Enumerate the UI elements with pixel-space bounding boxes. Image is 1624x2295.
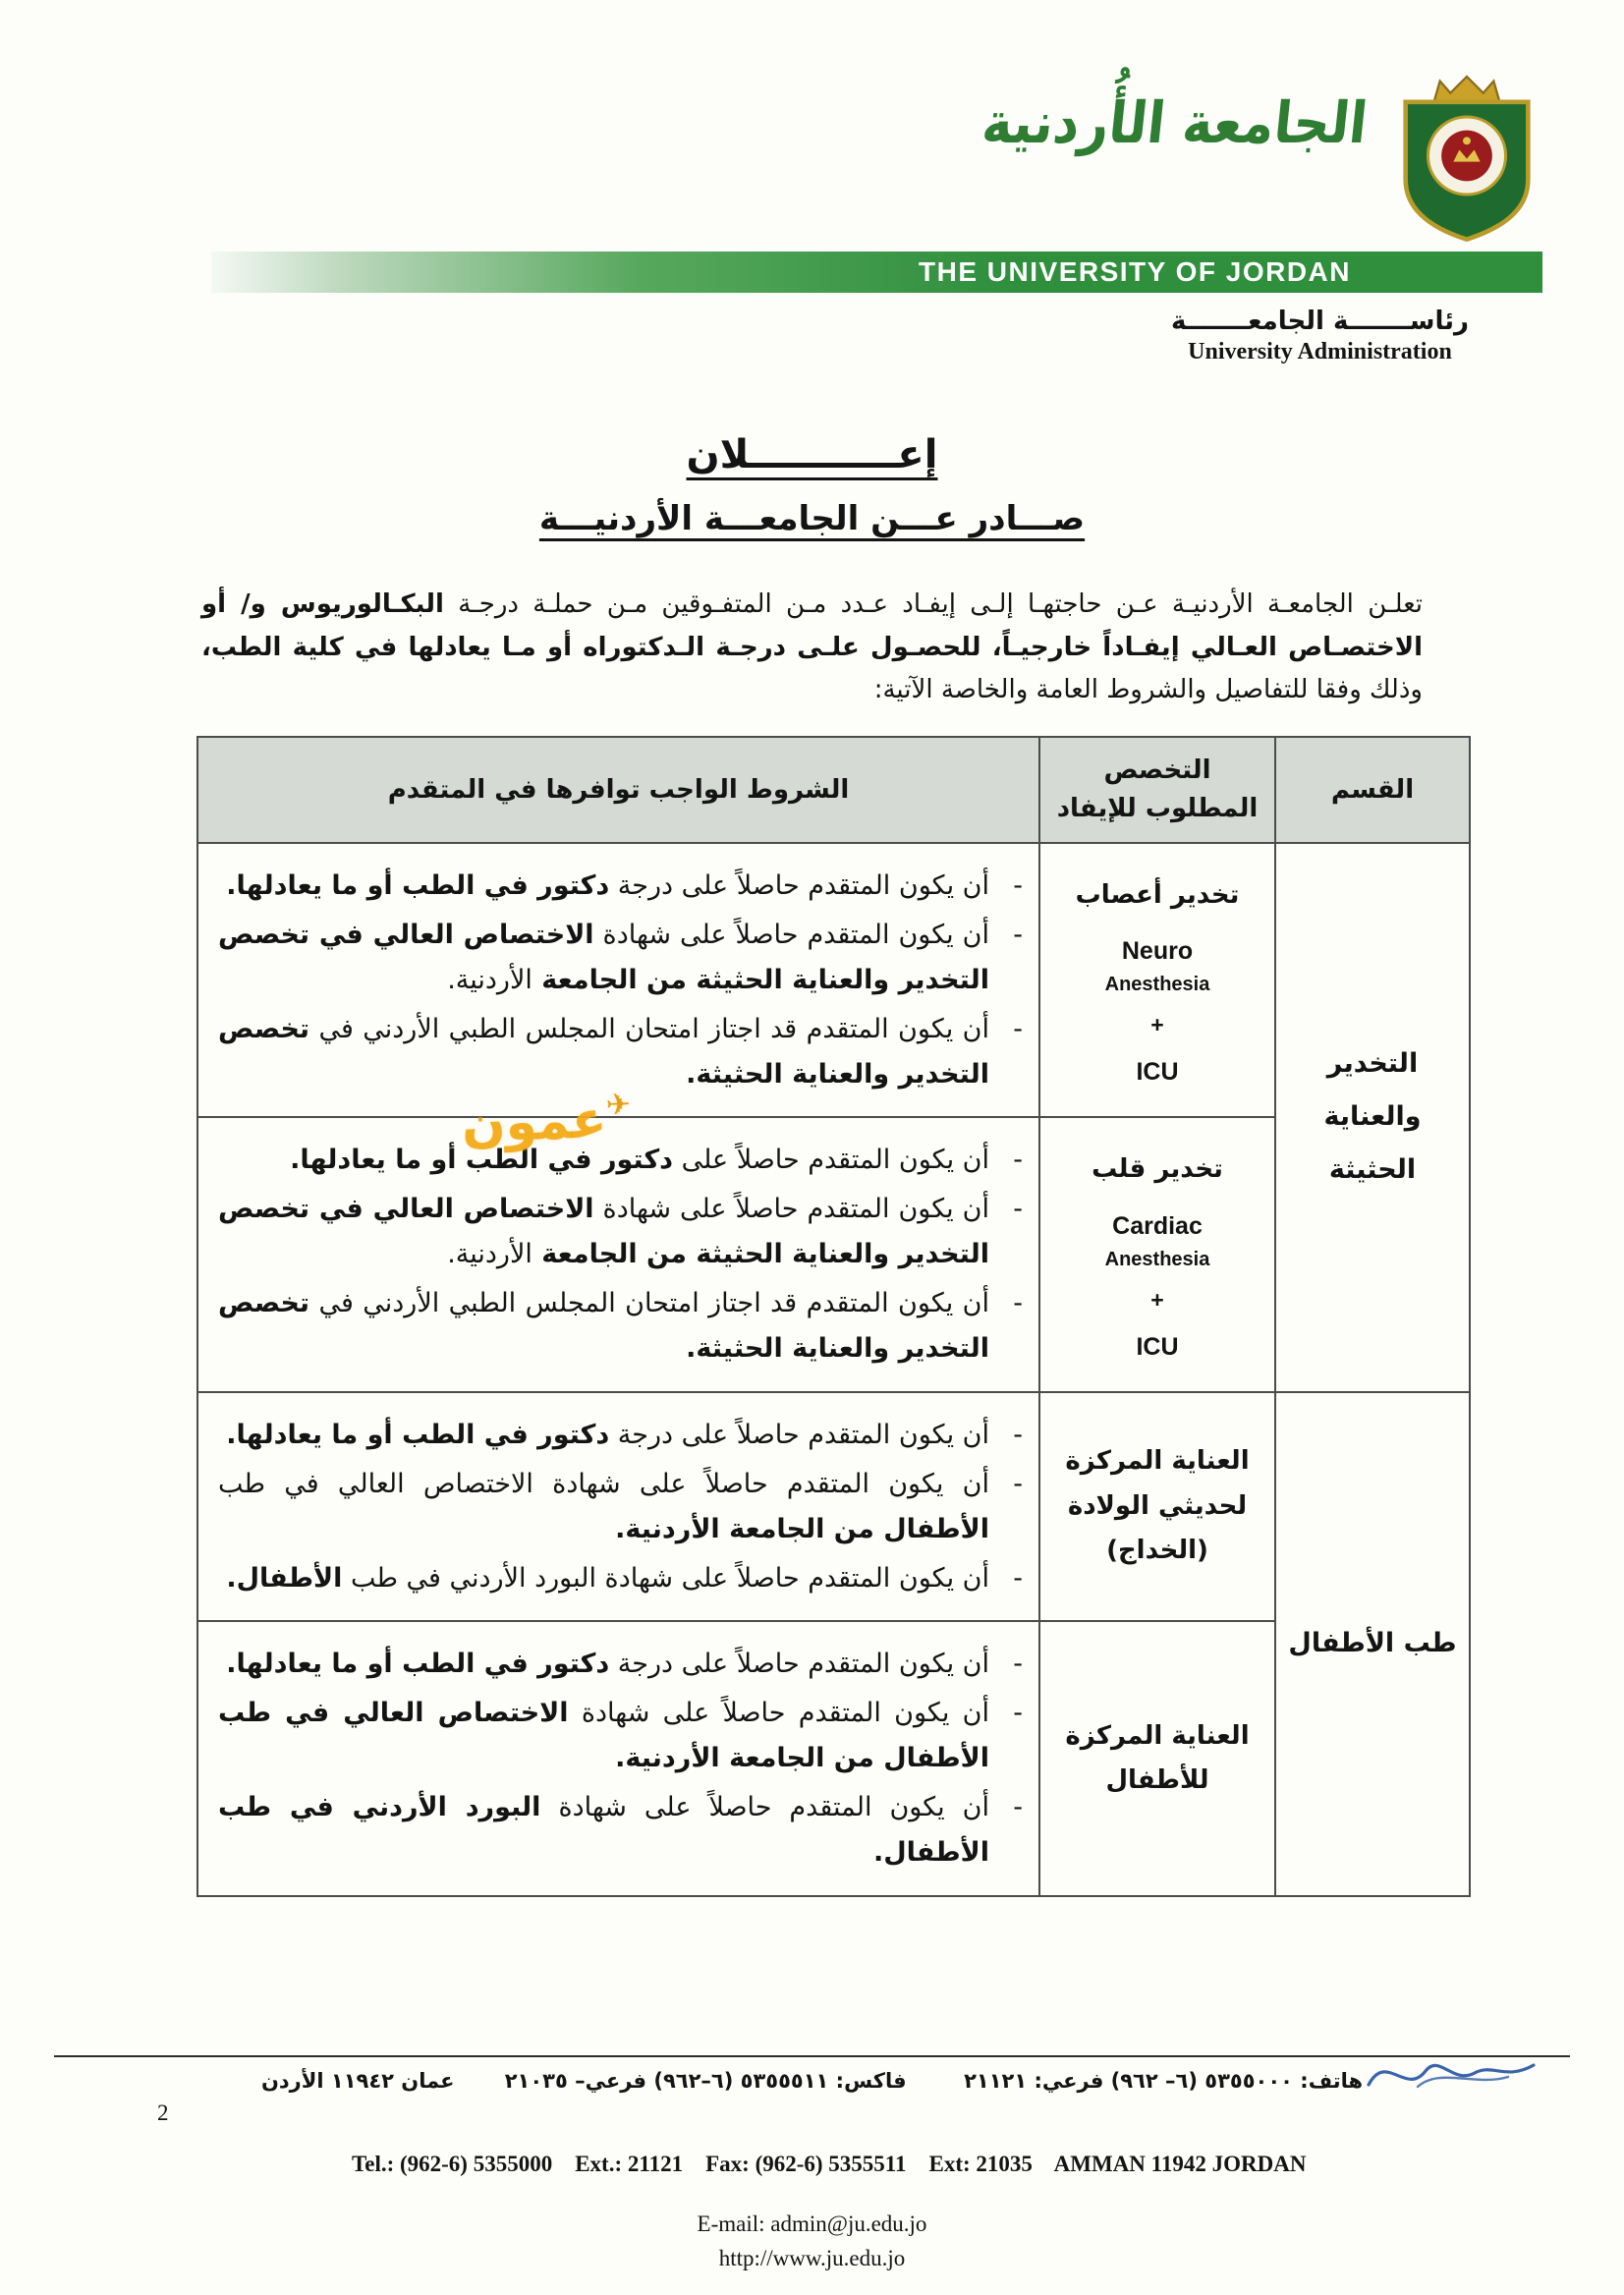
specialization-cell [1039,1621,1275,1895]
condition-text: أن يكون المتقدم حاصلاً على درجة دكتور في الطب أو ما يعادلها. [226,870,989,902]
header-department: القسم [1275,737,1470,843]
dash-marker: - [1013,1013,1023,1044]
condition-item [218,1281,1023,1371]
condition-text: أن يكون المتقدم قد اجتاز امتحان المجلس الطبي الأردني في تخصص التخدير والعناية الحثيثة. [218,1288,989,1365]
department-cell [1275,843,1470,1392]
specialization-arabic-line: العناية المركزة [1065,1720,1250,1751]
specialization-arabic-line: (الخداج) [1106,1536,1208,1566]
conditions-cell [197,843,1039,1117]
announcement-subtitle: صـــادر عـــن الجامعـــة الأردنيـــة [538,499,1086,538]
specialization-arabic-line: العناية المركزة [1065,1446,1250,1477]
condition-item [218,1187,1023,1277]
specialization-english-line: ICU [1136,1332,1179,1361]
condition-text: أن يكون المتقدم حاصلاً على شهادة الاختصاص العالي في طب الأطفال من الجامعة الأردنية. [218,1698,989,1774]
footer-website: http://www.ju.edu.jo [718,2246,906,2270]
announcement-title: إعـــــــــــلان [686,432,938,477]
condition-text: أن يكون المتقدم حاصلاً على شهادة البورد الأردني في طب الأطفال. [218,1792,989,1869]
conditions-cell [197,1621,1039,1895]
requirements-table-body [197,843,1470,1896]
specialization-cell [1039,843,1275,1117]
dash-marker: - [1013,1649,1023,1680]
university-name-banner: THE UNIVERSITY OF JORDAN [211,252,1542,293]
university-emblem-icon [1392,63,1541,250]
department-name-line: والعناية [1323,1101,1422,1133]
table-header-row [197,737,1470,843]
intro-text-2: وذلك وفقا للتفاصيل والشروط العامة والخاصة الآتية: [873,675,1423,705]
specialization-english-line: + [1150,1012,1164,1038]
conditions-cell [197,1117,1039,1391]
footer-email: E-mail: admin@ju.edu.jo [697,2211,927,2236]
dash-marker: - [1013,1194,1023,1225]
administration-title-english: University Administration [1188,339,1452,364]
condition-text: أن يكون المتقدم حاصلاً على شهادة البورد الأردني في طب الأطفال. [226,1562,989,1594]
department-name-line: الحثيثة [1328,1154,1417,1186]
specialization-english-line: Anesthesia [1104,1248,1210,1270]
intro-paragraph [201,584,1423,712]
university-logo-calligraphy: الجامعة الأُردنية [979,90,1371,157]
condition-item [218,913,1023,1003]
intro-text-1: تعلـن الجامعـة الأردنيـة عـن حاجتهـا إلـى إيفـاد عـدد مـن المتفـوقين مـن حملـة درجـة [443,589,1423,619]
specialization-english-line: Neuro [1121,937,1194,966]
dash-marker: - [1013,1288,1023,1319]
condition-item [218,1138,1023,1183]
footer-contact-english [0,2100,1624,2203]
condition-text: أن يكون المتقدم حاصلاً على شهادة الاختصاص العالي في طب الأطفال من الجامعة الأردنية. [218,1468,989,1544]
header-specialization: التخصص المطلوب للإيفاد [1039,737,1275,843]
specialization-arabic-line: تخدير أعصاب [1075,879,1240,910]
condition-text: أن يكون المتقدم حاصلاً على درجة دكتور في الطب أو ما يعادلها. [226,1649,989,1680]
condition-text: أن يكون المتقدم حاصلاً على دكتور في الطب أو ما يعادلها. [290,1145,989,1176]
footer-contact-arabic: هاتف: ٥٣٥٥٠٠٠ (٦– ٩٦٢) فرعي: ٢١١٢١ فاكس: ٥٣٥٥٥١١ (٦–٩٦٢) فرعي– ٢١٠٣٥ عمان ١١٩٤٢ الأردن [260,2069,1364,2093]
condition-item [218,1556,1023,1601]
specialization-english-line: Cardiac [1112,1211,1203,1240]
watermark-text: عمون [461,1090,608,1154]
specialization-arabic-line: لحديثي الولادة [1067,1490,1248,1521]
specialization-arabic-line: تخدير قلب [1092,1154,1223,1185]
condition-item [218,1642,1023,1687]
condition-item [218,1691,1023,1781]
condition-item [218,1007,1023,1097]
plane-icon: ✈ [605,1088,632,1123]
specialization-cell [1039,1117,1275,1391]
department-cell [1275,1392,1470,1896]
department-name-line: التخدير [1326,1048,1419,1080]
administration-block [1171,307,1469,365]
condition-text: أن يكون المتقدم حاصلاً على شهادة الاختصاص العالي في تخصص التخدير والعناية الحثيثة من الجامعة الأردنية. [218,919,989,995]
specialization-arabic-line: للأطفال [1105,1765,1209,1796]
conditions-cell [197,1392,1039,1622]
administration-title-arabic: رئاســـــــة الجامعـــــــة [1170,307,1469,336]
condition-text: أن يكون المتقدم حاصلاً على شهادة الاختصاص العالي في تخصص التخدير والعناية الحثيثة من الجامعة الأردنية. [218,1194,989,1270]
page-header [0,0,1624,297]
dash-marker: - [1013,1145,1023,1176]
specialization-cell [1039,1392,1275,1622]
specialization-english-line: Anesthesia [1104,974,1210,996]
dash-marker: - [1013,1562,1023,1594]
department-name-line: طب الأطفال [1288,1628,1457,1659]
header-conditions: الشروط الواجب توافرها في المتقدم [197,737,1039,843]
condition-item [218,1785,1023,1875]
footer-divider [54,2055,1570,2057]
announcement-titles [0,432,1624,538]
intro-text-bold: البكـالوريوس و/ أو الاختصـاص العـالي إيفـاداً خارجيـاً، للحصـول علـى درجـة الـدكتوراه أو مـا يعادلها في كلية الطب، [201,589,1423,662]
dash-marker: - [1013,1468,1023,1499]
table-row [197,843,1470,1117]
condition-item [218,1462,1023,1552]
dash-marker: - [1013,1698,1023,1729]
dash-marker: - [1013,1419,1023,1450]
specialization-english-line: + [1150,1286,1164,1313]
condition-item [218,1413,1023,1458]
dash-marker: - [1013,870,1023,902]
condition-text: أن يكون المتقدم حاصلاً على درجة دكتور في الطب أو ما يعادلها. [226,1419,989,1450]
condition-item [218,864,1023,909]
dash-marker: - [1013,1792,1023,1823]
dash-marker: - [1013,919,1023,950]
specialization-english-line: ICU [1136,1058,1179,1087]
page-footer [0,2055,1624,2271]
footer-tel-text: Tel.: (962-6) 5355000 Ext.: 21121 Fax: (962-6) 5355511 Ext: 21035 AMMAN 11942 JORDAN [352,2152,1307,2176]
requirements-table [196,736,1471,1897]
condition-text: أن يكون المتقدم قد اجتاز امتحان المجلس الطبي الأردني في تخصص التخدير والعناية الحثيثة. [218,1013,989,1090]
table-row [197,1392,1470,1622]
page-number: 2 [157,2100,169,2125]
